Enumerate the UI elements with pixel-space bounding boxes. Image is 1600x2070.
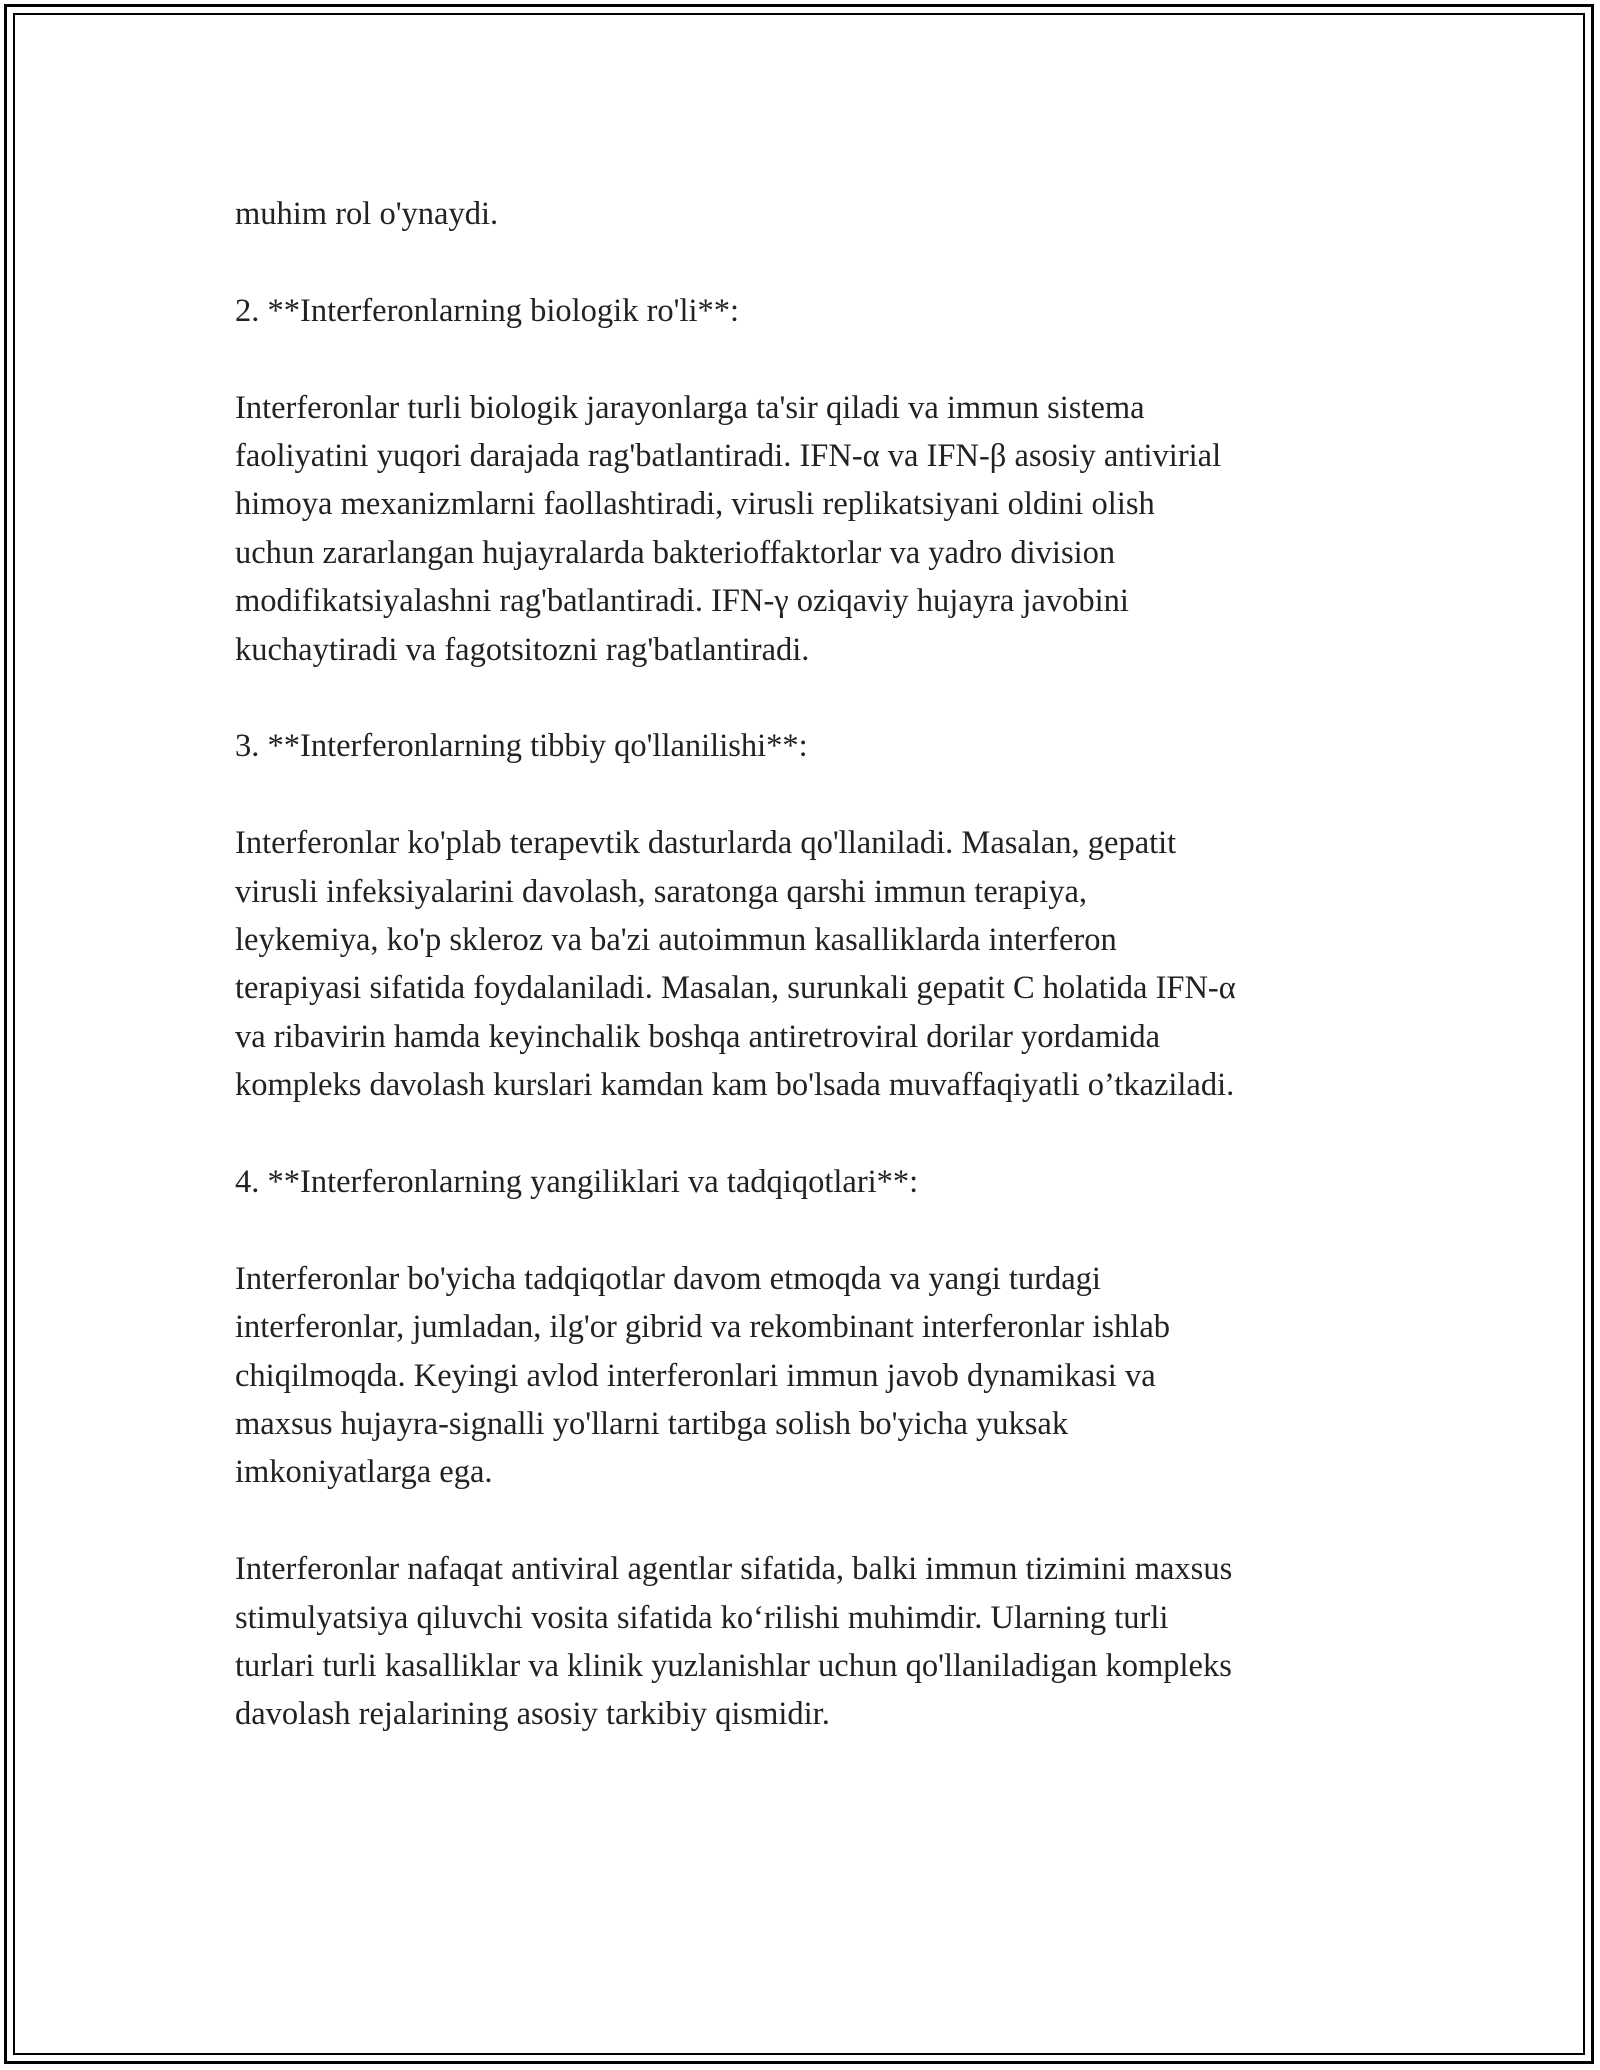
paragraph-continuation: muhim rol o'ynaydi. [235, 196, 499, 232]
section-heading-research: 4. **Interferonlarning yangiliklari va tadqiqotlari**: [235, 1164, 919, 1201]
paragraph-research: Interferonlar bo'yicha tadqiqotlar davom etmoqda va yangi turdagi interferonlar, jumladan, ilg'or gibrid va rekombinant interferonlar ishlab chiqilmoqda. Keyingi avlod interferonlari immun javob dynamikasi va maxsus hujayra-signalli yo'llarni tartibga solish bo'yicha yuksak imkoniyatlarga ega. [235, 1260, 1171, 1491]
paragraph-medical-use: Interferonlar ko'plab terapevtik dasturlarda qo'llaniladi. Masalan, gepatit virusli infeksiyalarini davolash, saratonga qarshi immun terapiya, leykemiya, ko'p skleroz va ba'zi autoimmun kasalliklarda interferon terapiyasi sifatida foydalaniladi. Masalan, surunkali gepatit C holatida IFN-α va ribavirin hamda keyinchalik boshqa antiretroviral dorilar yordamida kompleks davolash kurslari kamdan kam bo'lsada muvaffaqiyatli o’tkaziladi. [235, 825, 1236, 1104]
section-heading-medical-use: 3. **Interferonlarning tibbiy qo'llanilishi**: [235, 728, 808, 765]
paragraph-conclusion: Interferonlar nafaqat antiviral agentlar sifatida, balki immun tizimini maxsus stimulyatsiya qiluvchi vosita sifatida ko‘rilishi muhimdir. Ularning turli turlari turli kasalliklar va klinik yuzlanishlar uchun qo'llaniladigan kompleks davolash rejalarining asosiy tarkibiy qismidir. [235, 1551, 1233, 1733]
document-body [235, 190, 1375, 1787]
paragraph-biological-role: Interferonlar turli biologik jarayonlarga ta'sir qiladi va immun sistema faoliyatini yuqori darajada rag'batlantiradi. IFN-α va IFN-β asosiy antivirial himoya mexanizmlarni faollashtiradi, virusli replikatsiyani oldini olish uchun zararlangan hujayralarda bakterioffaktorlar va yadro division modifikatsiyalashni rag'batlantiradi. IFN-γ oziqaviy hujayra javobini kuchaytiradi va fagotsitozni rag'batlantiradi. [235, 389, 1222, 668]
section-heading-biological-role: 2. **Interferonlarning biologik ro'li**: [235, 292, 740, 329]
